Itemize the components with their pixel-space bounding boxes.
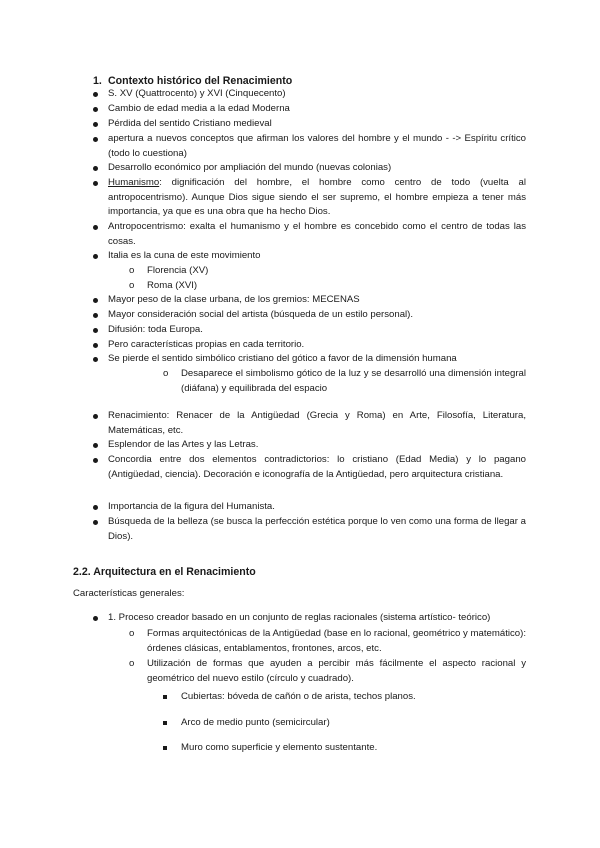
square-bullet-icon: [163, 746, 167, 750]
list-item: Importancia de la figura del Humanista.: [108, 501, 275, 512]
sub-list-item: Roma (XVI): [147, 280, 198, 291]
bullet-icon: [93, 254, 98, 259]
bullet-icon: [93, 313, 98, 318]
sub-sub-list-item: Cubiertas: bóveda de cañón o de arista, techos planos.: [181, 691, 416, 702]
list-item: Desarrollo económico por ampliación del mundo (nuevas colonias): [108, 162, 392, 173]
circle-bullet-icon: o: [129, 658, 135, 669]
list-item: Búsqueda de la belleza (se busca la perfección estética porque lo ven como una forma de llegar a Dios).: [108, 516, 526, 542]
circle-bullet-icon: o: [129, 265, 135, 276]
sub-list-item: Utilización de formas que ayuden a percibir más fácilmente el aspecto racional y geométrico del nuevo estilo (círculo y cuadrado).: [147, 658, 526, 684]
bullet-icon: [93, 122, 98, 127]
bullet-icon: [93, 166, 98, 171]
bullet-icon: [93, 298, 98, 303]
list-item: Esplendor de las Artes y las Letras.: [108, 439, 259, 450]
list-item: Mayor peso de la clase urbana, de los gremios: MECENAS: [108, 294, 360, 305]
list-item: Concordia entre dos elementos contradictorios: lo cristiano (Edad Media) y lo pagano (Antigüedad, ciencia). Decoración e iconografía de la Antigüedad, pero arquitectura cristiana.: [108, 454, 526, 480]
list-item: Pero características propias en cada territorio.: [108, 339, 305, 350]
bullet-icon: [93, 357, 98, 362]
square-bullet-icon: [163, 695, 167, 699]
bullet-icon: [93, 520, 98, 525]
section-2-title: 2.2. Arquitectura en el Renacimiento: [73, 566, 256, 578]
square-bullet-icon: [163, 721, 167, 725]
list-item: Antropocentrismo: exalta el humanismo y el hombre es concebido como el centro de todas las cosas.: [108, 221, 526, 247]
sub-list-item: Formas arquitectónicas de la Antigüedad (base en lo racional, geométrico y matemático): órdenes clásicas, entablamentos, frontones, arcos, etc.: [147, 628, 526, 654]
sub-list-item: Desaparece el simbolismo gótico de la luz y se desarrolló una dimensión integral (diáfana) y equilibrada del espacio: [181, 368, 526, 394]
list-item: Se pierde el sentido simbólico cristiano del gótico a favor de la dimensión humana: [108, 353, 457, 364]
bullet-icon: [93, 505, 98, 510]
bullet-icon: [93, 443, 98, 448]
circle-bullet-icon: o: [129, 280, 135, 291]
list-item: Italia es la cuna de este movimiento: [108, 250, 261, 261]
circle-bullet-icon: o: [163, 368, 169, 379]
bullet-icon: [93, 137, 98, 142]
list-item: Renacimiento: Renacer de la Antigüedad (Grecia y Roma) en Arte, Filosofía, Literatura, Matemáticas, etc.: [108, 410, 526, 436]
sub-sub-list-item: Muro como superficie y elemento sustentante.: [181, 742, 378, 753]
bullet-icon: [93, 343, 98, 348]
list-item: S. XV (Quattrocento) y XVI (Cinquecento): [108, 88, 286, 99]
bullet-icon: [93, 225, 98, 230]
section-1-title: Contexto histórico del Renacimiento: [108, 75, 293, 87]
bullet-icon: [93, 414, 98, 419]
list-item: Cambio de edad media a la edad Moderna: [108, 103, 290, 114]
bullet-icon: [93, 92, 98, 97]
list-item: apertura a nuevos conceptos que afirman los valores del hombre y el mundo - -> Espíritu crítico (todo lo cuestiona): [108, 133, 526, 159]
list-item: Pérdida del sentido Cristiano medieval: [108, 118, 272, 129]
humanismo-text: : dignificación del hombre, el hombre como centro de todo (vuelta al antropocentrismo). Aunque Dios sigue siendo el ser supremo, el hombre empieza a tener más importancia, ya que es una obra que ha hecho Dios.: [108, 177, 526, 218]
bullet-icon: [93, 616, 98, 621]
list-item: Difusión: toda Europa.: [108, 324, 203, 335]
section-1-number: 1.: [93, 75, 102, 87]
sub-sub-list-item: Arco de medio punto (semicircular): [181, 717, 330, 728]
section-2-intro: Características generales:: [73, 588, 185, 599]
list-item: 1. Proceso creador basado en un conjunto de reglas racionales (sistema artístico- teórico): [108, 612, 491, 623]
humanismo-term: Humanismo: [108, 177, 160, 188]
list-item: Mayor consideración social del artista (búsqueda de un estilo personal).: [108, 309, 414, 320]
bullet-icon: [93, 458, 98, 463]
bullet-icon: [93, 328, 98, 333]
list-item-humanismo: [108, 176, 526, 220]
sub-list-item: Florencia (XV): [147, 265, 209, 276]
circle-bullet-icon: o: [129, 628, 135, 639]
bullet-icon: [93, 181, 98, 186]
bullet-icon: [93, 107, 98, 112]
